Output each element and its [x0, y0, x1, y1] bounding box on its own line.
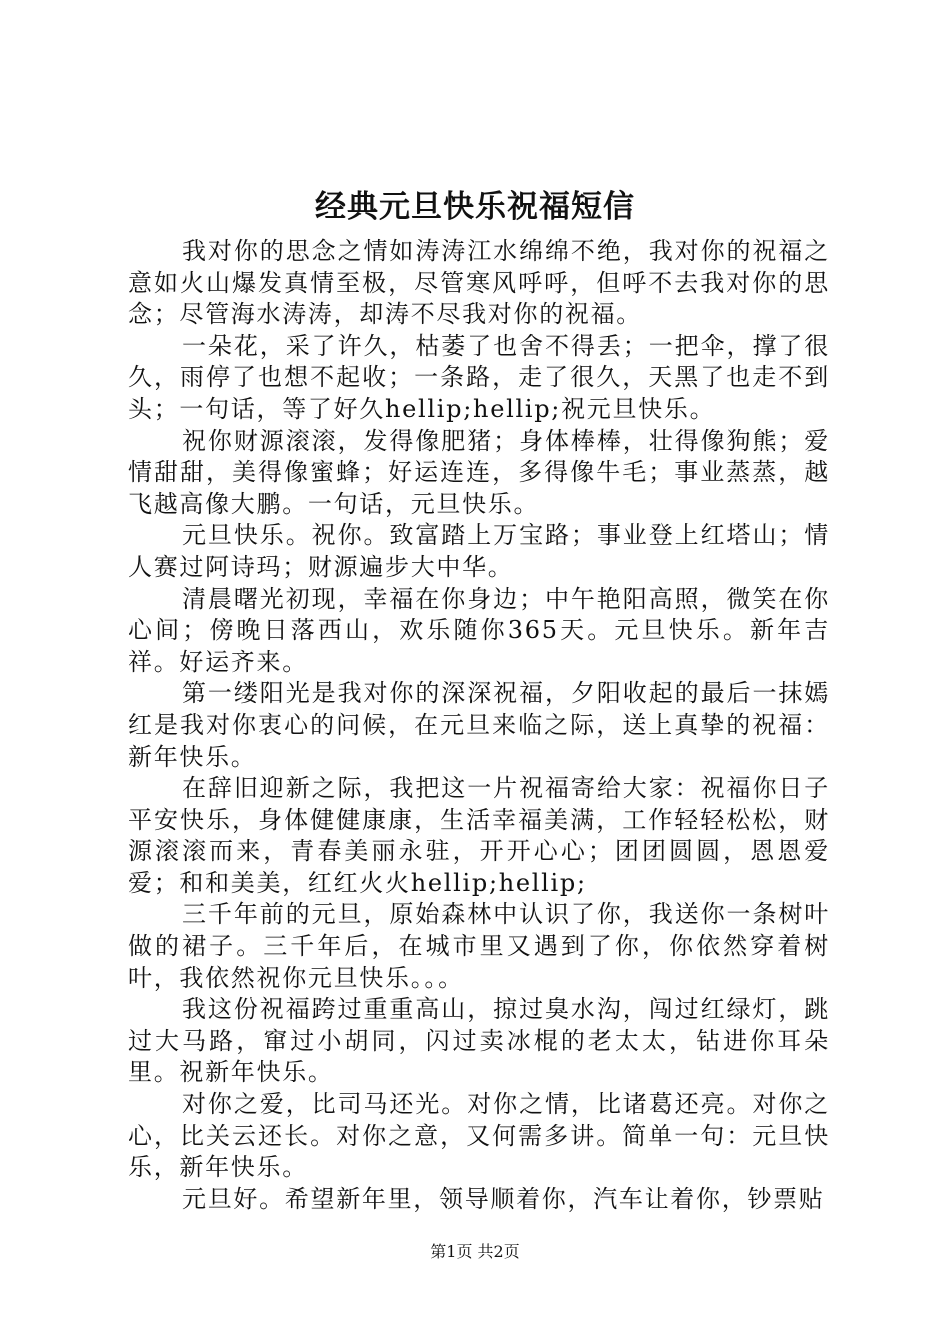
page-footer: 第1页 共2页: [430, 1242, 520, 1261]
paragraph: 我这份祝福跨过重重高山，掠过臭水沟，闯过红绿灯，跳过大马路，窜过小胡同，闪过卖冰棍的老太太，钻进你耳朵里。祝新年快乐。: [128, 995, 830, 1087]
paragraph: 我对你的思念之情如涛涛江水绵绵不绝，我对你的祝福之意如火山爆发真情至极，尽管寒风呼呼，但呼不去我对你的思念；尽管海水涛涛，却涛不尽我对你的祝福。: [128, 237, 830, 329]
paragraph: 元旦好。希望新年里，领导顺着你，汽车让着你，钞票贴: [182, 1184, 825, 1213]
document-title: 经典元旦快乐祝福短信: [315, 189, 635, 225]
paragraph: 对你之爱，比司马还光。对你之情，比诸葛还亮。对你之心，比关云还长。对你之意，又何需多讲。简单一句：元旦快乐，新年快乐。: [128, 1090, 830, 1182]
paragraph: 元旦快乐。祝你。致富踏上万宝路；事业登上红塔山；情人赛过阿诗玛；财源遍步大中华。: [128, 521, 830, 581]
paragraph: 一朵花，采了许久，枯萎了也舍不得丢；一把伞，撑了很久，雨停了也想不起收；一条路，走了很久，天黑了也走不到头；一句话，等了好久hellip;hellip;祝元旦快乐。: [128, 331, 830, 423]
paragraph: 清晨曙光初现，幸福在你身边；中午艳阳高照，微笑在你心间；傍晚日落西山，欢乐随你365天。元旦快乐。新年吉祥。好运齐来。: [128, 584, 830, 676]
paragraph: 祝你财源滚滚，发得像肥猪；身体棒棒，壮得像狗熊；爱情甜甜，美得像蜜蜂；好运连连，多得像牛毛；事业蒸蒸，越飞越高像大鹏。一句话，元旦快乐。: [128, 426, 830, 518]
paragraph: 三千年前的元旦，原始森林中认识了你，我送你一条树叶做的裙子。三千年后，在城市里又遇到了你，你依然穿着树叶，我依然祝你元旦快乐。。。: [128, 900, 830, 992]
paragraph: 在辞旧迎新之际，我把这一片祝福寄给大家：祝福你日子平安快乐，身体健健康康，生活幸福美满，工作轻轻松松，财源滚滚而来，青春美丽永驻，开开心心；团团圆圆，恩恩爱爱；和和美美，红红火火hellip;hellip;: [128, 774, 830, 897]
document-body: [128, 236, 830, 1215]
paragraph: 第一缕阳光是我对你的深深祝福，夕阳收起的最后一抹嫣红是我对你衷心的问候，在元旦来临之际，送上真挚的祝福：新年快乐。: [128, 679, 830, 771]
